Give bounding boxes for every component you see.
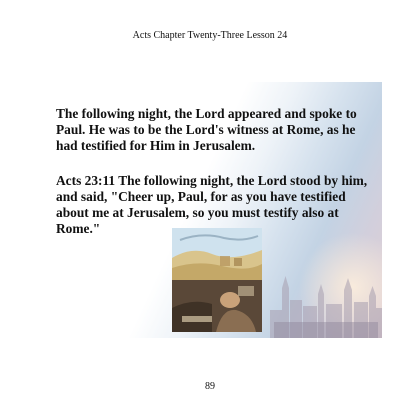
- lesson-slide: [48, 82, 382, 338]
- city-skyline-image: [270, 250, 382, 338]
- page-number: 89: [205, 381, 215, 392]
- running-header: Acts Chapter Twenty-Three Lesson 24: [132, 30, 288, 41]
- slide-verse-text: Acts 23:11 The following night, the Lord stood by him, and said, "Cheer up, Paul, for as you have testified about me at Jerusalem, so you must testify also at Rome.": [56, 173, 368, 236]
- illustration-collage: [172, 228, 262, 332]
- slide-summary-text: The following night, the Lord appeared and spoke to Paul. He was to be the Lord's witness at Rome, as he had testified for Him in Jerusalem.: [56, 106, 357, 153]
